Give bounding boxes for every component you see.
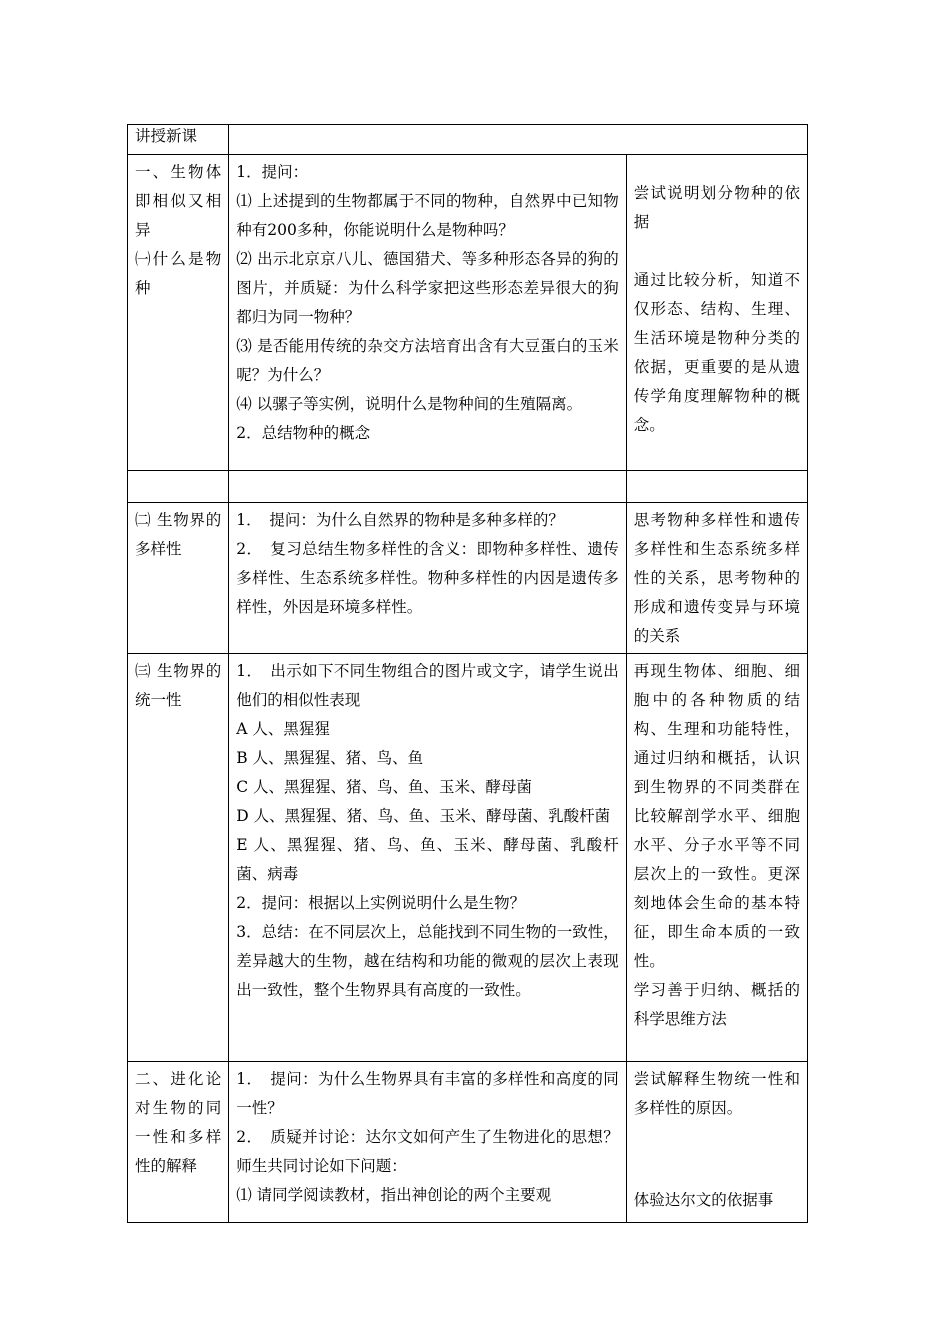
activity-line: 2． 复习总结生物多样性的含义：即物种多样性、遗传多样性、生态系统多样性。物种多样性的内因是遗传多样性，外因是环境多样性。 — [236, 540, 619, 616]
activity-line: C 人、黑猩猩、猪、鸟、鱼、玉米、酵母菌 — [236, 778, 533, 796]
table-row — [128, 1062, 808, 1223]
activity-line: B 人、黑猩猩、猪、鸟、鱼 — [236, 749, 424, 767]
activity-line: 2．提问：根据以上实例说明什么是生物？ — [236, 894, 526, 912]
activity-line: ⑵ 出示北京京八儿、德国猎犬、等多种形态各异的狗的图片，并质疑：为什么科学家把这些形态差异很大的狗都归为同一物种？ — [236, 250, 619, 326]
topic-text: ㈢ 生物界的统一性 — [135, 662, 222, 709]
table-row — [128, 654, 808, 1062]
lesson-plan-table — [127, 124, 808, 1223]
activity-line: 2．总结物种的概念 — [236, 424, 371, 442]
goal-text: 体验达尔文的依据事 — [633, 1191, 774, 1209]
activity-line: ⑶ 是否能用传统的杂交方法培育出含有大豆蛋白的玉米呢？为什么？ — [236, 337, 619, 384]
table-row — [128, 503, 808, 654]
topic-cell — [128, 503, 229, 654]
topic-cell — [128, 1062, 229, 1223]
goal-text: 学习善于归纳、概括的科学思维方法 — [633, 981, 800, 1028]
blank-cell — [229, 471, 627, 503]
goal-cell — [626, 1062, 807, 1223]
activity-line: E 人、黑猩猩、猪、鸟、鱼、玉米、酵母菌、乳酸杆菌、病毒 — [236, 836, 619, 883]
goal-text: 通过比较分析，知道不仅形态、结构、生理、生活环境是物种分类的依据，更重要的是从遗传学角度理解物种的概念。 — [633, 271, 800, 434]
blank-row — [128, 471, 808, 503]
header-label-cell — [128, 125, 229, 155]
activity-line: 1． 出示如下不同生物组合的图片或文字，请学生说出他们的相似性表现 — [236, 662, 619, 709]
topic-text: ㈡ 生物界的多样性 — [135, 511, 222, 558]
goal-cell — [626, 155, 807, 471]
goal-text: 尝试解释生物统一性和多样性的原因。 — [633, 1070, 800, 1117]
activity-line: 1． 提问：为什么生物界具有丰富的多样性和高度的同一性？ — [236, 1070, 619, 1117]
goal-text: 尝试说明划分物种的依据 — [633, 184, 800, 231]
blank-cell — [128, 471, 229, 503]
activity-line: ⑷ 以骡子等实例，说明什么是物种间的生殖隔离。 — [236, 395, 583, 413]
activity-line: A 人、黑猩猩 — [236, 720, 330, 738]
activity-line: 2． 质疑并讨论：达尔文如何产生了生物进化的思想？师生共同讨论如下问题： — [236, 1128, 619, 1175]
goal-text: 再现生物体、细胞、细胞中的各种物质的结构、生理和功能特性，通过归纳和概括，认识到生物界的不同类群在比较解剖学水平、细胞水平、分子水平等不同层次上的一致性。更深刻地体会生命的基本特征，即生命本质的一致性。 — [633, 662, 800, 970]
blank-cell — [626, 471, 807, 503]
topic-cell — [128, 654, 229, 1062]
header-row — [128, 125, 808, 155]
activity-line: ⑴ 上述提到的生物都属于不同的物种，自然界中已知物种有200多种，你能说明什么是物种吗？ — [236, 192, 619, 239]
activity-line: D 人、黑猩猩、猪、鸟、鱼、玉米、酵母菌、乳酸杆菌 — [236, 807, 611, 825]
table-row — [128, 155, 808, 471]
activity-cell — [229, 503, 627, 654]
activity-cell — [229, 1062, 627, 1223]
topic-text: 一、生物体即相似又相异 ㈠什么是物种 — [135, 163, 222, 297]
topic-cell — [128, 155, 229, 471]
activity-line: ⑴ 请同学阅读教材，指出神创论的两个主要观 — [236, 1186, 552, 1204]
activity-cell — [229, 654, 627, 1062]
activity-line: 1． 提问：为什么自然界的物种是多种多样的？ — [236, 511, 564, 529]
goal-cell — [626, 503, 807, 654]
goal-cell — [626, 654, 807, 1062]
activity-cell — [229, 155, 627, 471]
header-label: 讲授新课 — [135, 127, 198, 145]
goal-text: 思考物种多样性和遗传多样性和生态系统多样性的关系，思考物种的形成和遗传变异与环境的关系 — [633, 511, 800, 645]
header-empty-cell — [229, 125, 808, 155]
topic-text: 二、进化论对生物的同一性和多样性的解释 — [135, 1070, 222, 1175]
activity-line: 3．总结：在不同层次上，总能找到不同生物的一致性，差异越大的生物，越在结构和功能的微观的层次上表现出一致性，整个生物界具有高度的一致性。 — [236, 923, 619, 999]
activity-line: 1．提问： — [236, 163, 309, 181]
